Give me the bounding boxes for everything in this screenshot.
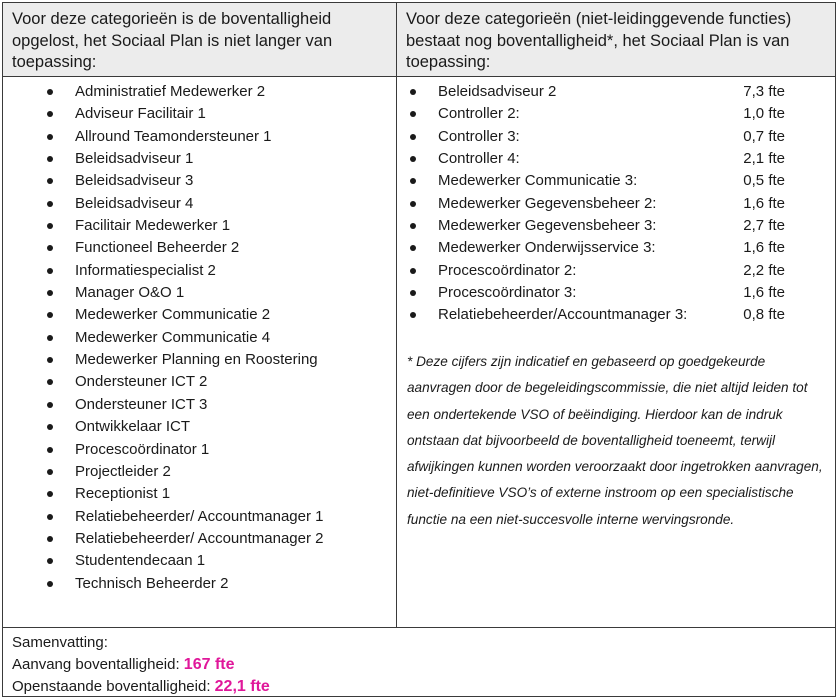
list-item xyxy=(3,126,396,148)
list-item xyxy=(3,483,396,505)
list-item xyxy=(397,170,835,192)
list-item xyxy=(3,416,396,438)
list-item xyxy=(397,126,835,148)
function-name: Ondersteuner ICT 2 xyxy=(75,373,208,391)
function-name: Procescoördinator 1 xyxy=(75,440,210,458)
summary-start-value: 167 fte xyxy=(183,656,235,673)
bullet-icon xyxy=(47,469,53,475)
bullet-icon xyxy=(47,491,53,497)
function-name: Medewerker Communicatie 2 xyxy=(75,306,271,324)
function-name: Functioneel Beheerder 2 xyxy=(75,239,240,257)
function-name: Projectleider 2 xyxy=(75,462,171,480)
summary-open-row xyxy=(12,676,835,698)
list-item xyxy=(3,237,396,259)
fte-value: 0,5 fte xyxy=(743,172,785,190)
list-item xyxy=(3,103,396,125)
bullet-icon xyxy=(410,245,416,251)
function-name: Medewerker Communicatie 3: xyxy=(438,172,638,190)
fte-value: 7,3 fte xyxy=(743,83,785,100)
list-item xyxy=(3,506,396,528)
fte-value: 1,6 fte xyxy=(743,284,785,302)
bullet-icon xyxy=(47,335,53,341)
bullet-icon xyxy=(47,134,53,140)
list-item xyxy=(397,215,835,237)
fte-value: 0,7 fte xyxy=(743,127,785,145)
list-item xyxy=(397,304,835,326)
list-item xyxy=(3,170,396,192)
fte-value: 2,2 fte xyxy=(743,261,785,279)
list-item xyxy=(397,81,835,103)
open-column xyxy=(397,77,835,627)
bullet-icon xyxy=(410,268,416,274)
function-name: Medewerker Onderwijsservice 3: xyxy=(438,239,656,257)
bullet-icon xyxy=(47,536,53,542)
list-item xyxy=(3,215,396,237)
list-item xyxy=(397,237,835,259)
list-item xyxy=(3,193,396,215)
header-resolved: Voor deze categorieën is de boventalligheid opgelost, het Sociaal Plan is niet langer van toepassing: xyxy=(3,3,397,77)
function-name: Relatiebeheerder/Accountmanager 3: xyxy=(438,306,688,324)
function-name: Facilitair Medewerker 1 xyxy=(75,217,231,235)
fte-value: 0,8 fte xyxy=(743,306,785,324)
bullet-icon xyxy=(47,223,53,229)
bullet-icon xyxy=(410,178,416,184)
boventalligheid-table xyxy=(2,2,836,697)
bullet-icon xyxy=(47,312,53,318)
bullet-icon xyxy=(47,245,53,251)
bullet-icon xyxy=(47,178,53,184)
resolved-functions-list xyxy=(3,77,396,595)
bullet-icon xyxy=(47,514,53,520)
function-name: Ontwikkelaar ICT xyxy=(75,418,191,436)
bullet-icon xyxy=(47,424,53,430)
list-item xyxy=(3,304,396,326)
list-item xyxy=(3,394,396,416)
footnote: * Deze cijfers zijn indicatief en gebaseerd op goedgekeurde aanvragen door de begeleidingscommissie, die niet altijd leiden tot een ondertekende VSO of beëindiging. Hierdoor kan de indruk ontstaan dat bijvoorbeeld de boventalligheid toeneemt, terwijl afwijkingen kunnen worden veroorzaakt door ingetrokken aanvragen, niet-definitieve VSO’s of externe instroom op een specialistische functie na een niet-succesvolle interne wervingsronde. xyxy=(407,354,823,527)
list-item xyxy=(3,260,396,282)
bullet-icon xyxy=(47,111,53,117)
function-name: Informatiespecialist 2 xyxy=(75,261,216,279)
summary-open-value: 22,1 fte xyxy=(214,678,270,695)
function-name: Medewerker Planning en Roostering xyxy=(75,351,318,369)
function-name: Procescoördinator 2: xyxy=(438,261,577,279)
bullet-icon xyxy=(410,201,416,207)
list-item xyxy=(3,573,396,595)
bullet-icon xyxy=(47,558,53,564)
list-item xyxy=(397,193,835,215)
bullet-icon xyxy=(410,290,416,296)
fte-value: 1,0 fte xyxy=(743,105,785,123)
list-item xyxy=(3,439,396,461)
function-name: Beleidsadviseur 1 xyxy=(75,150,194,168)
function-name: Adviseur Facilitair 1 xyxy=(75,105,206,123)
fte-value: 1,6 fte xyxy=(743,194,785,212)
bullet-icon xyxy=(410,312,416,318)
function-name: Beleidsadviseur 3 xyxy=(75,172,194,190)
fte-value: 1,6 fte xyxy=(743,239,785,257)
list-item xyxy=(3,461,396,483)
summary-start-label: Aanvang boventalligheid: xyxy=(12,656,184,673)
list-item xyxy=(397,148,835,170)
list-item xyxy=(3,371,396,393)
fte-value: 2,1 fte xyxy=(743,150,785,168)
function-name: Controller 2: xyxy=(438,105,520,123)
list-item xyxy=(3,282,396,304)
function-name: Medewerker Gegevensbeheer 3: xyxy=(438,217,657,235)
summary-start-row xyxy=(12,654,835,676)
function-name: Controller 4: xyxy=(438,150,520,168)
list-item xyxy=(3,528,396,550)
function-name: Receptionist 1 xyxy=(75,485,171,503)
bullet-icon xyxy=(47,402,53,408)
bullet-icon xyxy=(410,223,416,229)
list-item xyxy=(3,327,396,349)
function-name: Beleidsadviseur 2 xyxy=(438,83,557,100)
function-name: Administratief Medewerker 2 xyxy=(75,83,266,100)
bullet-icon xyxy=(410,156,416,162)
bullet-icon xyxy=(410,134,416,140)
summary-title: Samenvatting: xyxy=(12,634,108,651)
function-name: Studentendecaan 1 xyxy=(75,552,206,570)
bullet-icon xyxy=(410,89,416,95)
summary-open-label: Openstaande boventalligheid: xyxy=(12,678,215,695)
list-item xyxy=(3,349,396,371)
bullet-icon xyxy=(47,89,53,95)
bullet-icon xyxy=(47,201,53,207)
list-item xyxy=(3,148,396,170)
bullet-icon xyxy=(47,447,53,453)
bullet-icon xyxy=(47,290,53,296)
list-item xyxy=(397,282,835,304)
function-name: Relatiebeheerder/ Accountmanager 1 xyxy=(75,507,324,525)
open-functions-list xyxy=(397,77,835,327)
bullet-icon xyxy=(47,268,53,274)
bullet-icon xyxy=(47,581,53,587)
list-item xyxy=(397,103,835,125)
resolved-column xyxy=(3,77,397,627)
header-open: Voor deze categorieën (niet-leidinggevende functies) bestaat nog boventalligheid*, het Sociaal Plan is van toepassing: xyxy=(397,3,835,77)
bullet-icon xyxy=(47,357,53,363)
list-item xyxy=(3,81,396,103)
list-item xyxy=(397,260,835,282)
function-name: Relatiebeheerder/ Accountmanager 2 xyxy=(75,529,324,547)
bullet-icon xyxy=(410,111,416,117)
function-name: Ondersteuner ICT 3 xyxy=(75,395,208,413)
function-name: Medewerker Gegevensbeheer 2: xyxy=(438,194,657,212)
function-name: Allround Teamondersteuner 1 xyxy=(75,127,272,145)
function-name: Medewerker Communicatie 4 xyxy=(75,328,271,346)
list-item xyxy=(3,550,396,572)
function-name: Technisch Beheerder 2 xyxy=(75,574,229,592)
fte-value: 2,7 fte xyxy=(743,217,785,235)
bullet-icon xyxy=(47,156,53,162)
function-name: Manager O&O 1 xyxy=(75,284,185,302)
summary xyxy=(3,627,835,697)
function-name: Procescoördinator 3: xyxy=(438,284,577,302)
function-name: Controller 3: xyxy=(438,127,520,145)
function-name: Beleidsadviseur 4 xyxy=(75,194,194,212)
bullet-icon xyxy=(47,379,53,385)
